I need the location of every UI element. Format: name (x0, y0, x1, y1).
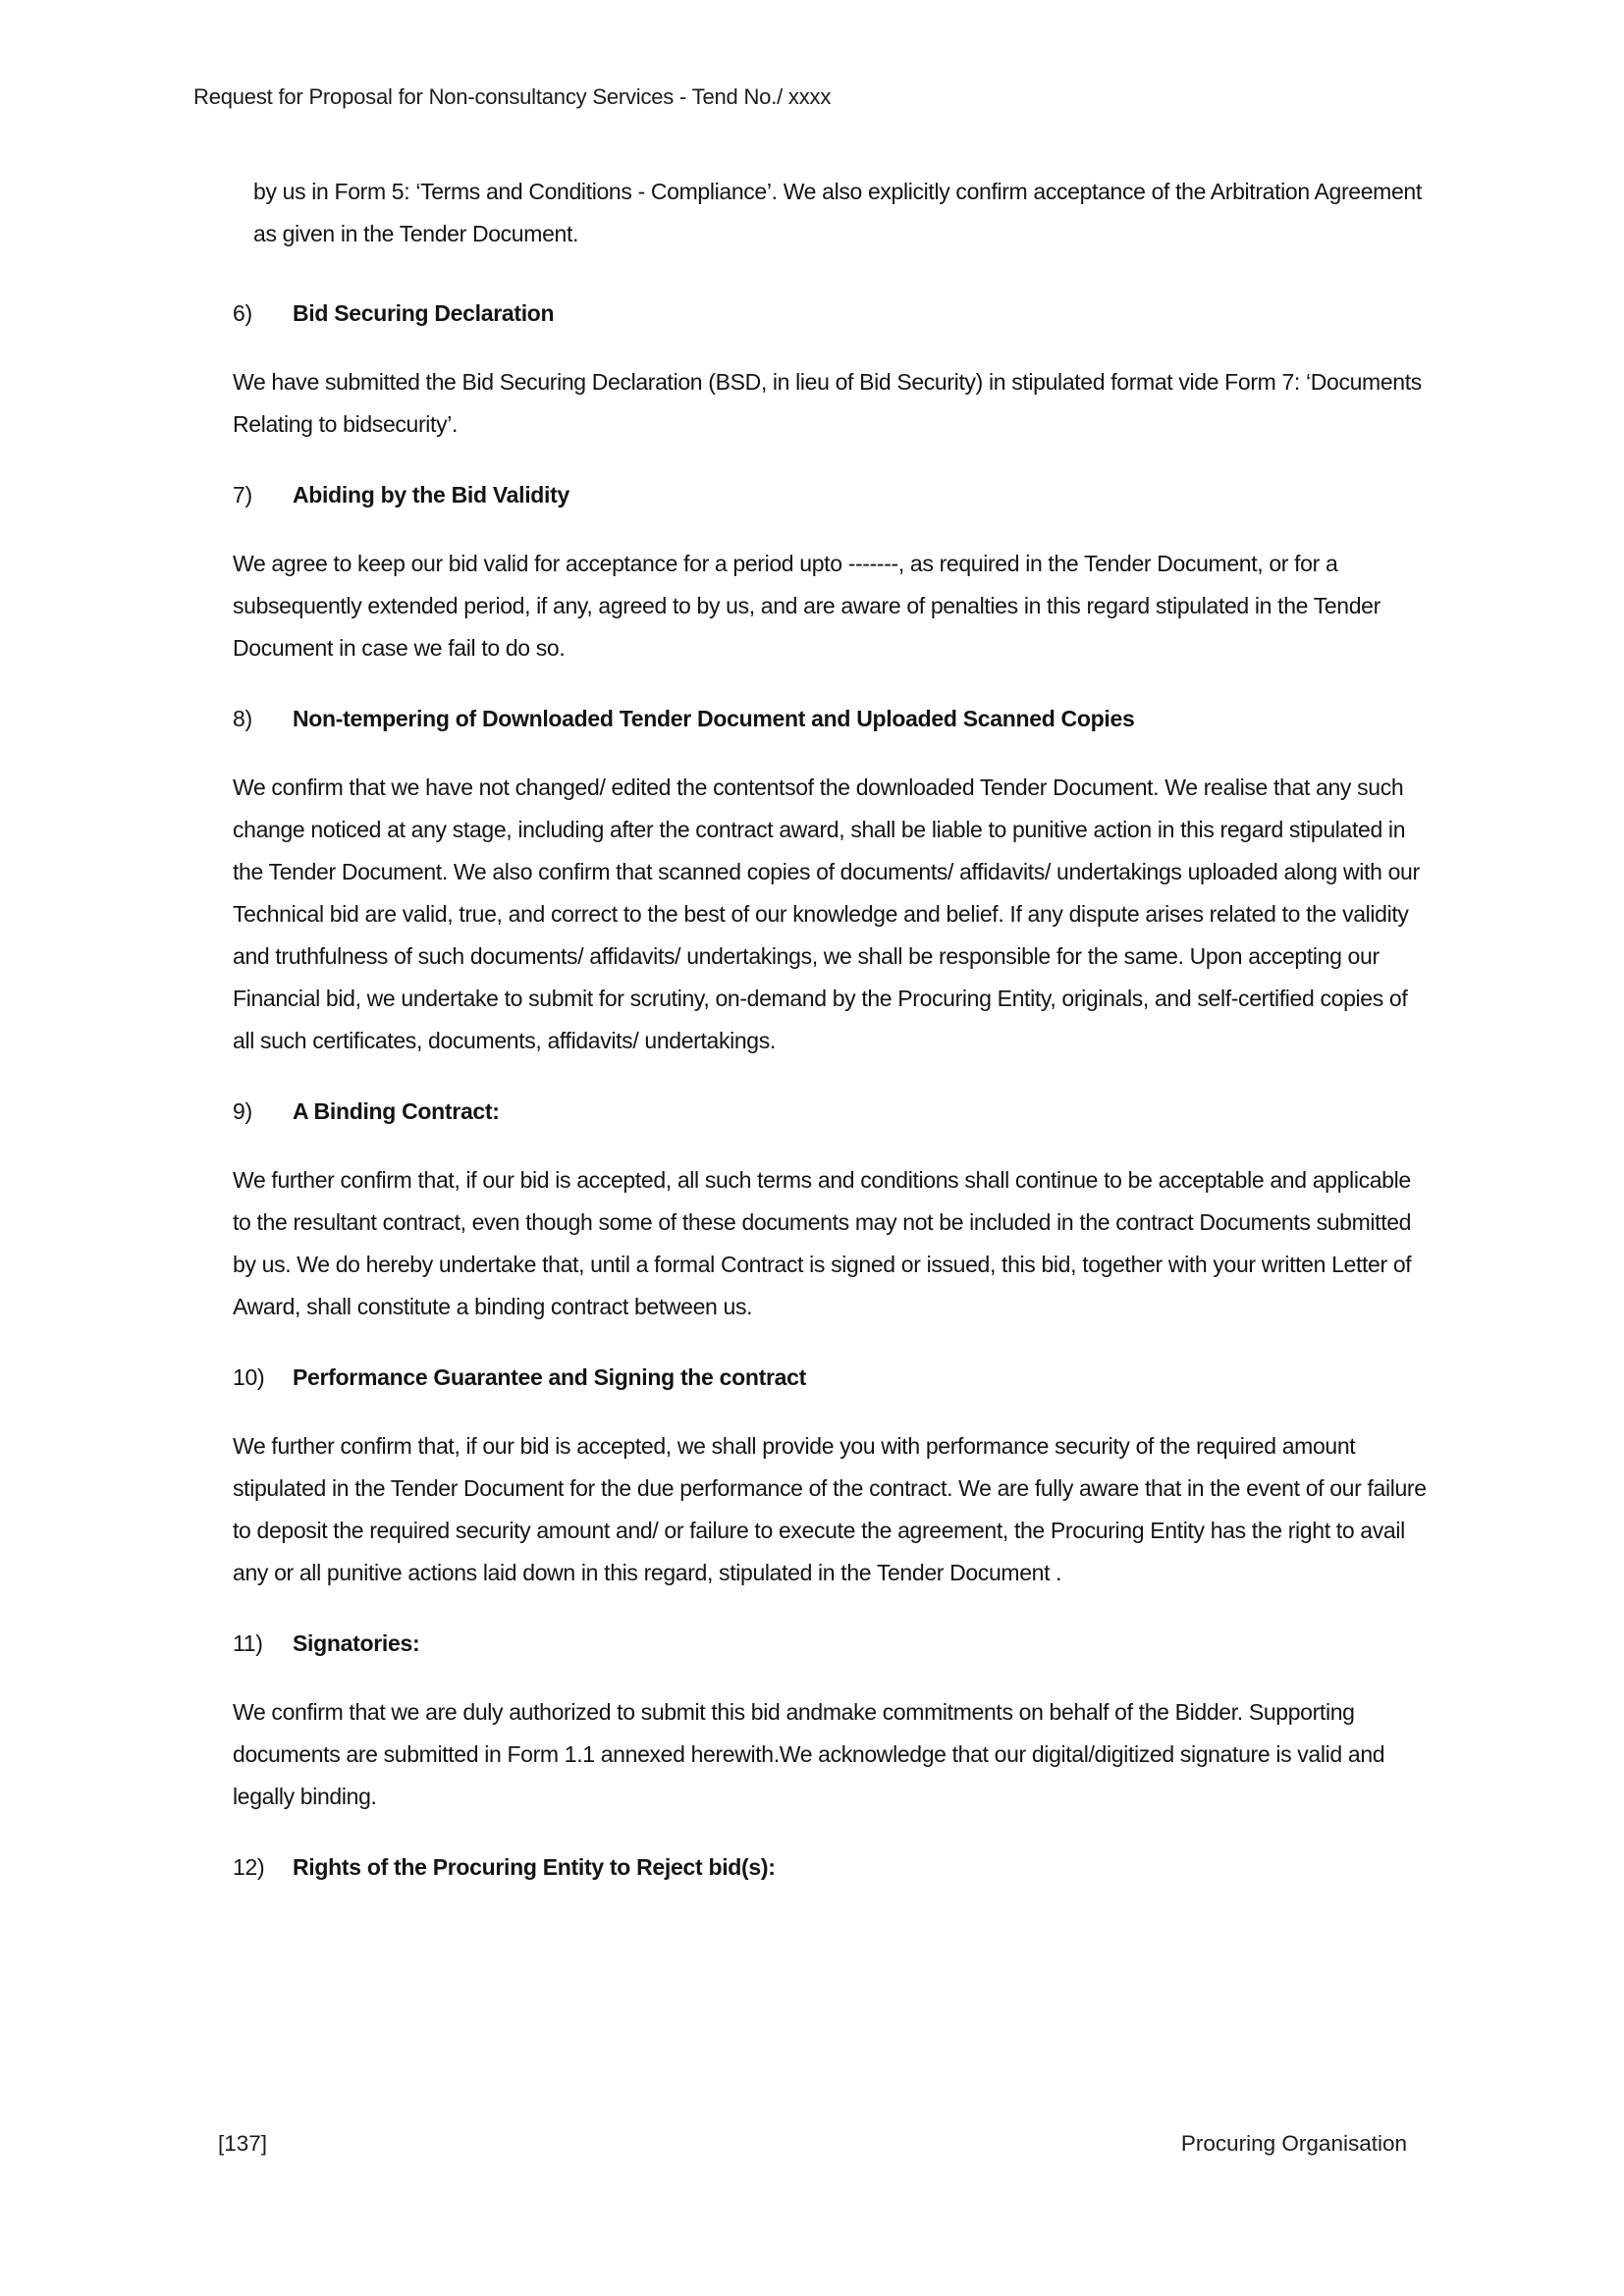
section-7-number: 7) (233, 482, 252, 507)
section-6-number: 6) (233, 300, 252, 326)
running-header: Request for Proposal for Non-consultancy Services - Tend No./ xxxx (193, 84, 832, 109)
section-6-title: Bid Securing Declaration (293, 300, 555, 326)
section-10-title: Performance Guarantee and Signing the contract (293, 1364, 806, 1390)
footer-organisation-label: Procuring Organisation (1180, 2131, 1407, 2156)
section-6-heading (233, 293, 1433, 335)
section-11-body: We confirm that we are duly authorized to submit this bid andmake commitments on behalf of the Bidder. Supporting documents are submitted in Form 1.1 annexed herewith.We acknowledge that our digital/digitized signature is valid and legally binding. (233, 1699, 1385, 1809)
section-9-body: We further confirm that, if our bid is accepted, all such terms and conditions shall continue to be acceptable and applicable to the resultant contract, even though some of these documents may not be included in the contract Documents submitted by us. We do hereby undertake that, until a formal Contract is signed or issued, this bid, together with your written Letter of Award, shall constitute a binding contract between us. (233, 1167, 1412, 1319)
section-10-body: We further confirm that, if our bid is accepted, we shall provide you with performance security of the required amount stipulated in the Tender Document for the due performance of the contract. We are fully aware that in the event of our failure to deposit the required security amount and/ or failure to execute the agreement, the Procuring Entity has the right to avail any or all punitive actions laid down in this regard, stipulated in the Tender Document . (233, 1433, 1427, 1585)
section-7-body: We agree to keep our bid valid for acceptance for a period upto -------, as required in the Tender Document, or for a subsequently extended period, if any, agreed to by us, and are aware of penalties in this regard stipulated in the Tender Document in case we fail to do so. (233, 551, 1380, 661)
section-6-body: We have submitted the Bid Securing Declaration (BSD, in lieu of Bid Security) in stipulated format vide Form 7: ‘Documents Relating to bidsecurity’. (233, 369, 1422, 437)
section-11-title: Signatories: (293, 1630, 420, 1656)
document-body (233, 110, 1433, 1889)
intro-continuation-paragraph: by us in Form 5: ‘Terms and Conditions - Compliance’. We also explicitly confirm acceptance of the Arbitration Agreement as given in the Tender Document. (253, 179, 1422, 246)
section-8-heading (233, 698, 1433, 740)
section-8-number: 8) (233, 706, 252, 731)
section-9-number: 9) (233, 1098, 252, 1124)
section-12-heading (233, 1846, 1433, 1889)
section-12-title: Rights of the Procuring Entity to Reject bid(s): (293, 1854, 776, 1880)
section-11-heading (233, 1623, 1433, 1665)
page-number: [137] (218, 2131, 268, 2156)
section-8-body: We confirm that we have not changed/ edited the contentsof the downloaded Tender Document. We realise that any such change noticed at any stage, including after the contract award, shall be liable to punitive action in this regard stipulated in the Tender Document. We also confirm that scanned copies of documents/ affidavits/ undertakings uploaded along with our Technical bid are valid, true, and correct to the best of our knowledge and belief. If any dispute arises related to the validity and truthfulness of such documents/ affidavits/ undertakings, we shall be responsible for the same. Upon accepting our Financial bid, we undertake to submit for scrutiny, on-demand by the Procuring Entity, originals, and self-certified copies of all such certificates, documents, affidavits/ undertakings. (233, 774, 1420, 1053)
section-12-number: 12) (233, 1854, 265, 1880)
section-7-heading (233, 474, 1433, 516)
section-8-title: Non-tempering of Downloaded Tender Document and Uploaded Scanned Copies (293, 706, 1135, 731)
section-9-heading (233, 1091, 1433, 1133)
section-10-number: 10) (233, 1364, 265, 1390)
section-7-title: Abiding by the Bid Validity (293, 482, 569, 507)
section-10-heading (233, 1357, 1433, 1399)
section-11-number: 11) (233, 1630, 263, 1656)
section-9-title: A Binding Contract: (293, 1098, 500, 1124)
page-footer (218, 2130, 1407, 2157)
